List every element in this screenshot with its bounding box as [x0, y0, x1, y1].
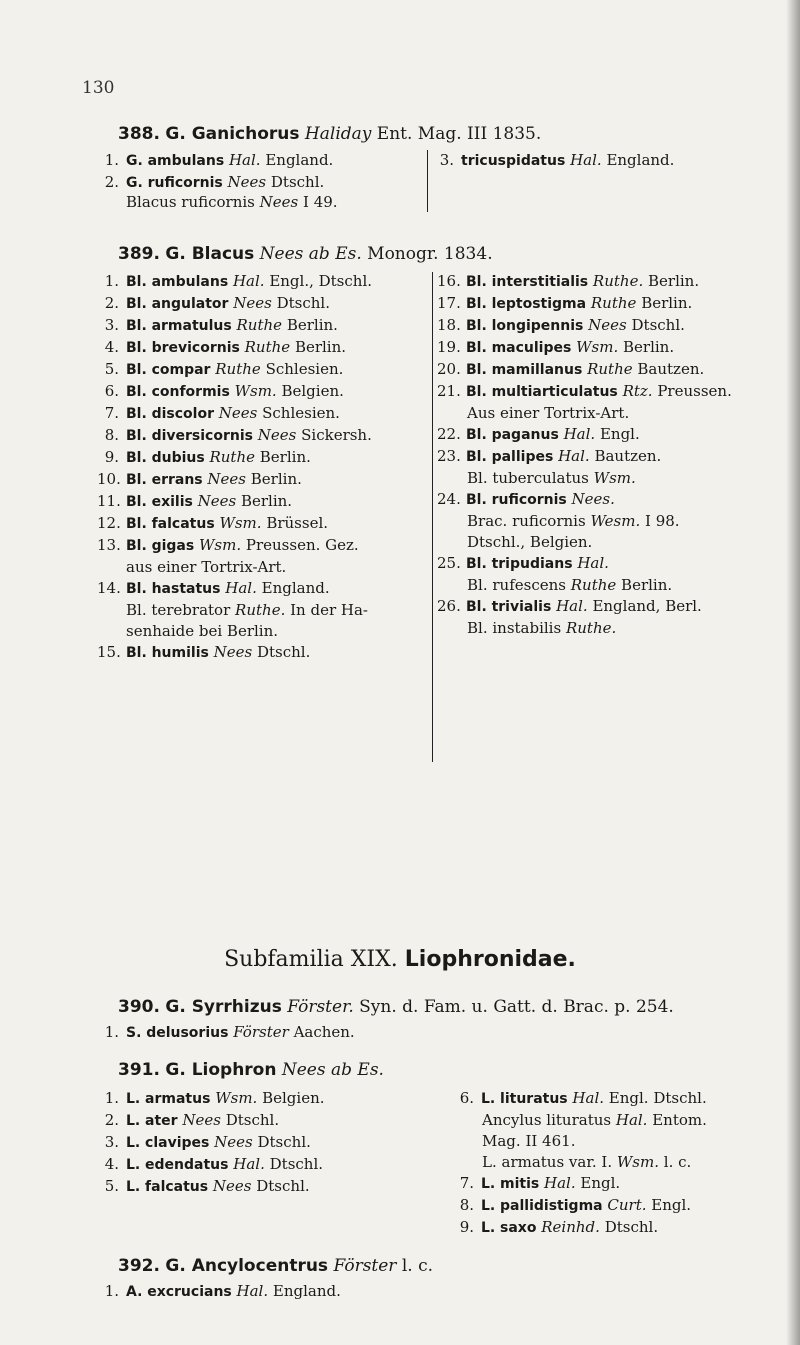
species-locality: Berlin. [250, 470, 302, 488]
species-name: mamillanus [491, 362, 583, 378]
genus-abbrev: L. [481, 1176, 496, 1192]
species-name: mitis [500, 1176, 540, 1192]
species-authority: Curt. [607, 1196, 647, 1214]
genus-abbrev: Bl. [126, 362, 147, 378]
species-locality: Engl. [580, 1174, 621, 1192]
species-entry [437, 337, 782, 359]
entry-number: 17. [437, 294, 461, 312]
species-locality: Schlesien. [262, 404, 340, 422]
species-locality: Dtschl. [631, 316, 685, 334]
synonym-locality: I 98. [645, 512, 680, 530]
species-name: ambulans [151, 274, 229, 290]
genus-abbrev: Bl. [466, 340, 487, 356]
entry-number: 7. [459, 1174, 474, 1192]
continuation-text: Mag. II 461. [482, 1132, 576, 1150]
synonym-authority: Wsm. [593, 469, 636, 487]
genus-abbrev: Bl. [126, 450, 147, 466]
genus-abbrev: Bl. [466, 274, 487, 290]
continuation-text: Dtschl., Belgien. [467, 533, 593, 551]
list-388-right [432, 150, 772, 172]
page-number: 130 [82, 78, 115, 98]
species-locality: England. [265, 151, 334, 169]
species-locality: Dtschl. [256, 1177, 310, 1195]
species-authority: Nees [197, 492, 237, 510]
species-locality: Engl. Dtschl. [608, 1089, 707, 1107]
species-name: longipennis [491, 318, 584, 334]
continuation-line [452, 1152, 782, 1173]
species-authority: Wsm. [234, 382, 277, 400]
species-locality: Berlin. [240, 492, 293, 510]
species-authority: Hal. [225, 579, 257, 597]
species-entry [97, 403, 432, 425]
entry-number: 1. [104, 272, 119, 290]
species-entry [97, 642, 432, 664]
continuation-text: L. armatus var. I. [482, 1153, 613, 1171]
entry-number: 6. [459, 1089, 474, 1107]
page-edge-shadow [786, 0, 800, 1345]
species-authority: Hal. [544, 1174, 576, 1192]
species-locality: Engl. [599, 425, 640, 443]
synonym-locality: In der Ha- [290, 601, 368, 619]
synonym-name: Bl. rufescens [467, 576, 566, 594]
genus-abbrev: G. [126, 175, 143, 191]
genus-abbrev: Bl. [466, 427, 487, 443]
species-locality: Dtschl. [256, 643, 311, 661]
species-authority: Hal. [563, 425, 596, 443]
genus-heading-392: 392. G. Ancylocentrus Förster l. c. [118, 1256, 434, 1276]
genus-abbrev: L. [126, 1113, 141, 1129]
synonym-line [437, 618, 782, 639]
species-authority: Ruthe [244, 338, 291, 356]
species-entry [97, 425, 432, 447]
species-name: humilis [151, 645, 209, 661]
entry-number: 5. [104, 360, 119, 378]
species-entry [97, 1110, 417, 1132]
synonym-authority: Ruthe. [565, 619, 617, 637]
entry-number: 1. [104, 1023, 119, 1041]
species-name: hastatus [151, 581, 221, 597]
entry-number: 1. [104, 1282, 119, 1300]
species-entry [437, 424, 782, 446]
species-entry [437, 596, 782, 618]
species-name: angulator [151, 296, 229, 312]
species-name: ambulans [147, 153, 225, 169]
species-entry [97, 315, 432, 337]
species-locality: Schlesien. [265, 360, 344, 378]
entry-number: 9. [104, 448, 119, 466]
species-authority: Nees [182, 1111, 221, 1129]
synonym-note-388: Blacus ruficornis Nees I 49. [126, 193, 338, 211]
species-authority: Nees. [571, 490, 615, 508]
genus-abbrev: Bl. [126, 645, 147, 661]
continuation-text: senhaide bei Berlin. [126, 622, 279, 640]
species-authority: Nees [207, 470, 246, 488]
continuation-line [97, 621, 432, 642]
species-locality: Brüssel. [266, 514, 329, 532]
synonym-authority: Ruthe [570, 576, 617, 594]
species-locality: Engl. [651, 1196, 692, 1214]
species-entry [97, 535, 432, 557]
species-locality: Dtschl. [276, 294, 330, 312]
species-name: paganus [491, 427, 559, 443]
genus-abbrev: Bl. [126, 384, 147, 400]
species-locality: Belgien. [262, 1089, 325, 1107]
species-name: conformis [151, 384, 230, 400]
species-authority: Hal. [572, 1089, 605, 1107]
entry-number: 6. [104, 382, 119, 400]
species-name: delusorius [146, 1025, 229, 1041]
genus-abbrev: A. [126, 1284, 143, 1300]
species-name: compar [151, 362, 211, 378]
species-authority: Wsm. [219, 514, 262, 532]
species-name: falcatus [145, 1179, 209, 1195]
species-authority: Nees [588, 316, 627, 334]
genus-abbrev: Bl. [126, 318, 147, 334]
species-authority: Hal. [558, 447, 590, 465]
species-name: edendatus [145, 1157, 229, 1173]
entry-number: 18. [437, 316, 461, 334]
species-locality: Berlin. [259, 448, 311, 466]
entry-number: 9. [459, 1218, 474, 1236]
entry-number: 2. [104, 173, 119, 191]
entry-number: 1. [104, 151, 119, 169]
synonym-name: Bl. instabilis [467, 619, 562, 637]
list-392 [97, 1281, 697, 1303]
entry-number: 8. [459, 1196, 474, 1214]
species-name: brevicornis [151, 340, 240, 356]
genus-abbrev: Bl. [126, 538, 147, 554]
species-name: gigas [151, 538, 195, 554]
species-authority: Nees [233, 294, 272, 312]
species-entry [97, 469, 432, 491]
species-entry [97, 337, 432, 359]
species-locality: Dtschl. [225, 1111, 280, 1129]
continuation-text: aus einer Tortrix-Art. [126, 558, 287, 576]
species-entry [97, 491, 432, 513]
species-name: exilis [151, 494, 193, 510]
species-locality: England. [606, 151, 675, 169]
species-entry [452, 1217, 782, 1239]
species-entry [97, 150, 407, 172]
species-name: armatulus [151, 318, 232, 334]
genus-abbrev: Bl. [466, 318, 487, 334]
species-entry [97, 1176, 417, 1198]
synonym-name: Brac. ruficornis [467, 512, 586, 530]
species-name: errans [151, 472, 203, 488]
species-name: pallidistigma [500, 1198, 603, 1214]
entry-number: 2. [104, 294, 119, 312]
entry-number: 3. [104, 1133, 119, 1151]
entry-number: 11. [97, 492, 121, 510]
species-entry [437, 381, 782, 403]
species-authority: Ruthe [236, 316, 283, 334]
species-locality: England. [261, 579, 330, 597]
column-divider [427, 150, 428, 212]
synonym-locality: Berlin. [621, 576, 673, 594]
entry-number: 14. [97, 579, 121, 597]
species-authority: Hal. [570, 151, 602, 169]
species-authority: Nees [227, 173, 267, 191]
species-authority: Wsm. [576, 338, 619, 356]
species-locality: Berlin. [286, 316, 338, 334]
entry-number: 15. [97, 643, 121, 661]
synonym-line [97, 600, 432, 621]
list-388-left [97, 150, 407, 194]
species-name: pallipes [491, 449, 554, 465]
species-entry [437, 359, 782, 381]
entry-number: 20. [437, 360, 461, 378]
entry-number: 1. [104, 1089, 119, 1107]
species-authority: Nees [218, 404, 258, 422]
entry-number: 3. [439, 151, 454, 169]
synonym-line [437, 575, 782, 596]
entry-number: 25. [437, 554, 461, 572]
species-name: clavipes [145, 1135, 210, 1151]
genus-heading-391: 391. G. Liophron Nees ab Es. [118, 1060, 384, 1080]
species-authority: Hal. [556, 597, 588, 615]
continuation-locality: l. c. [663, 1153, 692, 1171]
genus-abbrev: Bl. [126, 428, 147, 444]
species-name: falcatus [151, 516, 215, 532]
species-authority: Ruthe. [592, 272, 644, 290]
continuation-line [452, 1131, 782, 1152]
species-authority: Wsm. [215, 1089, 258, 1107]
continuation-line [437, 403, 782, 424]
species-entry [97, 1281, 697, 1303]
subfamily-heading: Subfamilia XIX. Liophronidae. [224, 947, 576, 972]
column-divider [432, 272, 433, 762]
list-391-left [97, 1088, 417, 1198]
entry-number: 12. [97, 514, 121, 532]
genus-abbrev: Bl. [466, 599, 487, 615]
list-391-right [452, 1088, 782, 1239]
synonym-name: Bl. terebrator [126, 601, 231, 619]
species-entry [437, 315, 782, 337]
species-authority: Hal. [232, 272, 265, 290]
species-entry [97, 381, 432, 403]
species-authority: Wsm. [198, 536, 242, 554]
species-locality: England, Berl. [592, 597, 702, 615]
species-authority: Rtz. [622, 382, 653, 400]
genus-abbrev: Bl. [466, 449, 487, 465]
species-locality: Dtschl. [257, 1133, 311, 1151]
genus-abbrev: Bl. [126, 406, 147, 422]
species-entry [432, 150, 772, 172]
synonym-line [437, 468, 782, 489]
continuation-locality: Entom. [652, 1111, 707, 1129]
genus-abbrev: L. [126, 1157, 141, 1173]
species-locality: England. [272, 1282, 341, 1300]
species-authority: Hal. [236, 1282, 269, 1300]
entry-number: 5. [104, 1177, 119, 1195]
entry-number: 3. [104, 316, 119, 334]
species-entry [97, 359, 432, 381]
genus-abbrev: Bl. [466, 556, 487, 572]
synonym-authority: Ruthe. [235, 601, 286, 619]
genus-abbrev: L. [481, 1091, 496, 1107]
species-locality: Dtschl. [269, 1155, 324, 1173]
species-name: discolor [151, 406, 214, 422]
genus-abbrev: Bl. [126, 340, 147, 356]
species-locality: Bautzen. [594, 447, 662, 465]
species-locality: Belgien. [281, 382, 344, 400]
species-authority: Nees [257, 426, 297, 444]
genus-abbrev: Bl. [126, 494, 147, 510]
species-entry [97, 1154, 417, 1176]
entry-number: 22. [437, 425, 461, 443]
synonym-line [437, 511, 782, 532]
continuation-text: Ancylus lituratus [482, 1111, 612, 1129]
species-locality: Sickersh. [301, 426, 372, 444]
list-389-right [437, 271, 782, 639]
species-name: ater [145, 1113, 178, 1129]
species-locality: Berlin. [641, 294, 693, 312]
species-name: tripudians [491, 556, 573, 572]
continuation-line [437, 532, 782, 553]
species-entry [97, 271, 432, 293]
continuation-line [452, 1110, 782, 1131]
genus-abbrev: Bl. [126, 581, 147, 597]
species-name: ruficornis [491, 492, 567, 508]
species-locality: Bautzen. [637, 360, 705, 378]
species-locality: Engl., Dtschl. [269, 272, 373, 290]
species-name: multiarticulatus [491, 384, 618, 400]
species-locality: Preussen. Gez. [245, 536, 359, 554]
list-390 [97, 1022, 697, 1044]
species-authority: Hal. [577, 554, 609, 572]
genus-heading-388: 388. G. Ganichorus Haliday Ent. Mag. III 1835. [118, 124, 542, 144]
species-locality: Berlin. [648, 272, 700, 290]
species-authority: Förster [233, 1023, 289, 1041]
species-locality: Berlin. [623, 338, 675, 356]
entry-number: 16. [437, 272, 461, 290]
genus-abbrev: Bl. [466, 296, 487, 312]
genus-abbrev: Bl. [466, 362, 487, 378]
entry-number: 10. [97, 470, 121, 488]
species-locality: Berlin. [294, 338, 347, 356]
species-entry [97, 1022, 697, 1044]
species-authority: Nees [214, 1133, 253, 1151]
species-authority: Ruthe [590, 294, 637, 312]
species-authority: Hal. [233, 1155, 265, 1173]
synonym-name: Bl. tuberculatus [467, 469, 589, 487]
genus-heading-389: 389. G. Blacus Nees ab Es. Monogr. 1834. [118, 244, 493, 264]
list-389-left [97, 271, 432, 664]
species-entry [437, 553, 782, 575]
entry-number: 4. [104, 338, 119, 356]
species-name: trivialis [491, 599, 552, 615]
species-authority: Ruthe [215, 360, 261, 378]
entry-number: 8. [104, 426, 119, 444]
species-authority: Ruthe [587, 360, 633, 378]
species-locality: Dtschl. [270, 173, 325, 191]
species-authority: Hal. [228, 151, 261, 169]
continuation-authority: Hal. [615, 1111, 648, 1129]
genus-abbrev: Bl. [466, 492, 487, 508]
species-entry [452, 1195, 782, 1217]
species-entry [97, 172, 407, 194]
species-name: saxo [500, 1220, 537, 1236]
genus-heading-390: 390. G. Syrrhizus Förster. Syn. d. Fam. u. Gatt. d. Brac. p. 254. [118, 997, 674, 1017]
genus-abbrev: Bl. [126, 296, 147, 312]
genus-abbrev: L. [126, 1091, 141, 1107]
species-entry [437, 489, 782, 511]
entry-number: 2. [104, 1111, 119, 1129]
entry-number: 24. [437, 490, 461, 508]
genus-abbrev: G. [126, 153, 143, 169]
species-name: tricuspidatus [461, 153, 566, 169]
species-name: excrucians [147, 1284, 232, 1300]
species-name: interstitialis [491, 274, 589, 290]
genus-abbrev: L. [481, 1198, 496, 1214]
species-entry [97, 293, 432, 315]
species-entry [437, 293, 782, 315]
species-entry [97, 513, 432, 535]
species-name: lituratus [500, 1091, 568, 1107]
entry-number: 23. [437, 447, 461, 465]
species-name: leptostigma [491, 296, 587, 312]
genus-abbrev: L. [126, 1179, 141, 1195]
genus-abbrev: Bl. [126, 516, 147, 532]
species-authority: Nees [212, 1177, 252, 1195]
species-name: dubius [151, 450, 205, 466]
continuation-authority: Wsm. [616, 1153, 659, 1171]
species-entry [437, 446, 782, 468]
species-authority: Reinhd. [541, 1218, 600, 1236]
species-entry [437, 271, 782, 293]
species-locality: Dtschl. [604, 1218, 659, 1236]
species-entry [97, 1088, 417, 1110]
genus-abbrev: Bl. [126, 472, 147, 488]
genus-abbrev: S. [126, 1025, 142, 1041]
entry-number: 19. [437, 338, 461, 356]
species-entry [452, 1088, 782, 1110]
species-entry [97, 1132, 417, 1154]
entry-number: 26. [437, 597, 461, 615]
continuation-line [97, 557, 432, 578]
genus-abbrev: Bl. [126, 274, 147, 290]
genus-abbrev: Bl. [466, 384, 487, 400]
species-name: armatus [145, 1091, 211, 1107]
species-authority: Nees [213, 643, 253, 661]
species-entry [97, 578, 432, 600]
genus-abbrev: L. [481, 1220, 496, 1236]
species-locality: Preussen. [657, 382, 732, 400]
entry-number: 21. [437, 382, 461, 400]
synonym-authority: Wesm. [590, 512, 641, 530]
entry-number: 13. [97, 536, 121, 554]
species-name: diversicornis [151, 428, 253, 444]
continuation-text: Aus einer Tortrix-Art. [467, 404, 630, 422]
genus-abbrev: L. [126, 1135, 141, 1151]
species-locality: Aachen. [293, 1023, 355, 1041]
species-entry [452, 1173, 782, 1195]
species-entry [97, 447, 432, 469]
species-authority: Ruthe [209, 448, 255, 466]
species-name: maculipes [491, 340, 572, 356]
entry-number: 4. [104, 1155, 119, 1173]
species-name: ruficornis [147, 175, 223, 191]
entry-number: 7. [104, 404, 119, 422]
